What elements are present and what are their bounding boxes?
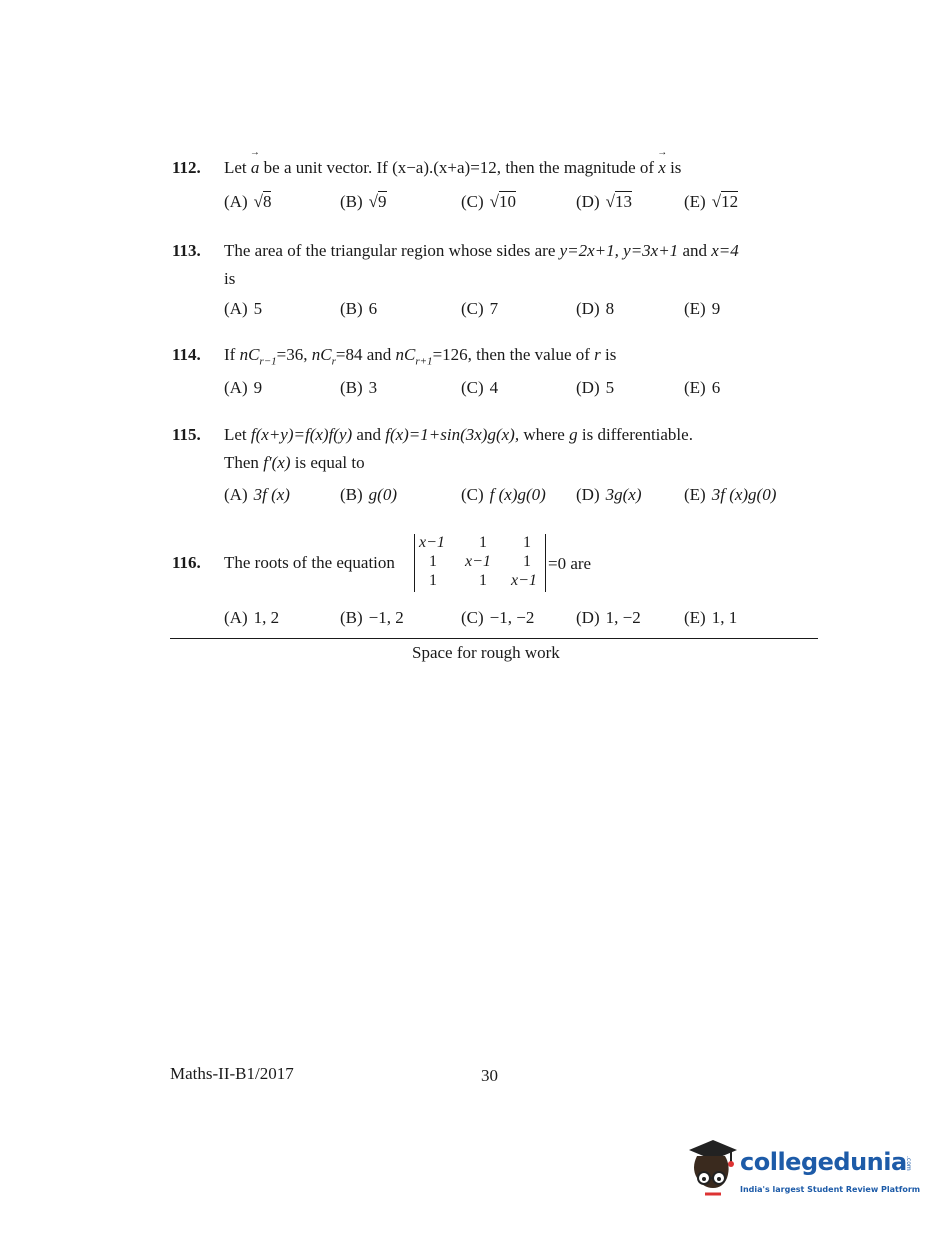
options xyxy=(224,608,824,632)
option-c[interactable]: (C) 4 xyxy=(461,378,499,397)
option-e[interactable]: (E) 6 xyxy=(684,378,721,397)
options xyxy=(224,378,824,402)
question-number: 115. xyxy=(172,425,201,444)
option-d[interactable]: (D) 1, −2 xyxy=(576,608,641,627)
question-text: Let → a be a unit vector. If (x−a).(x+a)=12, then the magnitude of → x is xyxy=(224,158,681,178)
question-text: The area of the triangular region whose sides are y=2x+1, y=3x+1 and x=4 xyxy=(224,241,739,260)
option-b[interactable]: (B) g(0) xyxy=(340,485,397,504)
option-e[interactable]: (E) √12 xyxy=(684,192,739,211)
collegedunia-logo xyxy=(683,1134,921,1214)
options xyxy=(224,299,824,323)
option-a[interactable]: (A) 1, 2 xyxy=(224,608,280,627)
option-c[interactable]: (C) f (x)g(0) xyxy=(461,485,546,504)
logo-com: .com xyxy=(905,1156,912,1171)
matrix-cell: 1 xyxy=(479,572,487,589)
matrix-cell: 1 xyxy=(523,553,531,570)
options xyxy=(224,485,824,509)
options xyxy=(224,192,824,216)
option-a[interactable]: (A) 3f (x) xyxy=(224,485,290,504)
option-c[interactable]: (C) −1, −2 xyxy=(461,608,535,627)
logo-wordmark: collegedunia xyxy=(740,1148,907,1176)
page-number: 30 xyxy=(481,1066,498,1085)
option-a[interactable]: (A) √8 xyxy=(224,192,272,211)
matrix-cell: x−1 xyxy=(419,534,445,551)
matrix-cell: 1 xyxy=(523,534,531,551)
matrix-cell: x−1 xyxy=(511,572,537,589)
question-number: 112. xyxy=(172,158,201,177)
option-e[interactable]: (E) 1, 1 xyxy=(684,608,738,627)
rough-work-label: Space for rough work xyxy=(412,643,560,662)
option-a[interactable]: (A) 5 xyxy=(224,299,263,318)
question-number: 116. xyxy=(172,553,201,572)
question-text: The roots of the equation xyxy=(224,553,395,572)
question-number: 113. xyxy=(172,241,201,260)
paper-code: Maths-II-B1/2017 xyxy=(170,1064,294,1083)
option-b[interactable]: (B) √9 xyxy=(340,192,387,211)
question-text-line2: is xyxy=(224,269,236,288)
matrix-cell: 1 xyxy=(429,572,437,589)
question-text-line2: Then f′(x) is equal to xyxy=(224,453,365,472)
option-d[interactable]: (D) 3g(x) xyxy=(576,485,642,504)
option-e[interactable]: (E) 9 xyxy=(684,299,721,318)
option-d[interactable]: (D) 5 xyxy=(576,378,615,397)
determinant xyxy=(414,534,714,594)
option-b[interactable]: (B) −1, 2 xyxy=(340,608,404,627)
question-number: 114. xyxy=(172,345,201,364)
logo-tagline: India's largest Student Review Platform xyxy=(740,1185,921,1194)
question-text: Let f(x+y)=f(x)f(y) and f(x)=1+sin(3x)g(x), where g is differentiable. xyxy=(224,425,693,444)
question-text: If $nC_{r-1}=36$, $nC_r=84$ and $nC_{r+1}=126$, then the value of r is xyxy=(224,345,617,368)
option-e[interactable]: (E) 3f (x)g(0) xyxy=(684,485,777,504)
student-mascot-icon xyxy=(683,1134,743,1214)
matrix-cell: 1 xyxy=(429,553,437,570)
determinant-matrix xyxy=(414,534,546,592)
option-b[interactable]: (B) 3 xyxy=(340,378,378,397)
matrix-cell: x−1 xyxy=(465,553,491,570)
option-d[interactable]: (D) √13 xyxy=(576,192,632,211)
option-c[interactable]: (C) 7 xyxy=(461,299,499,318)
matrix-cell: 1 xyxy=(479,534,487,551)
equation-suffix: =0 are xyxy=(548,554,592,573)
divider xyxy=(170,638,818,639)
option-c[interactable]: (C) √10 xyxy=(461,192,517,211)
option-d[interactable]: (D) 8 xyxy=(576,299,615,318)
option-b[interactable]: (B) 6 xyxy=(340,299,378,318)
option-a[interactable]: (A) 9 xyxy=(224,378,263,397)
